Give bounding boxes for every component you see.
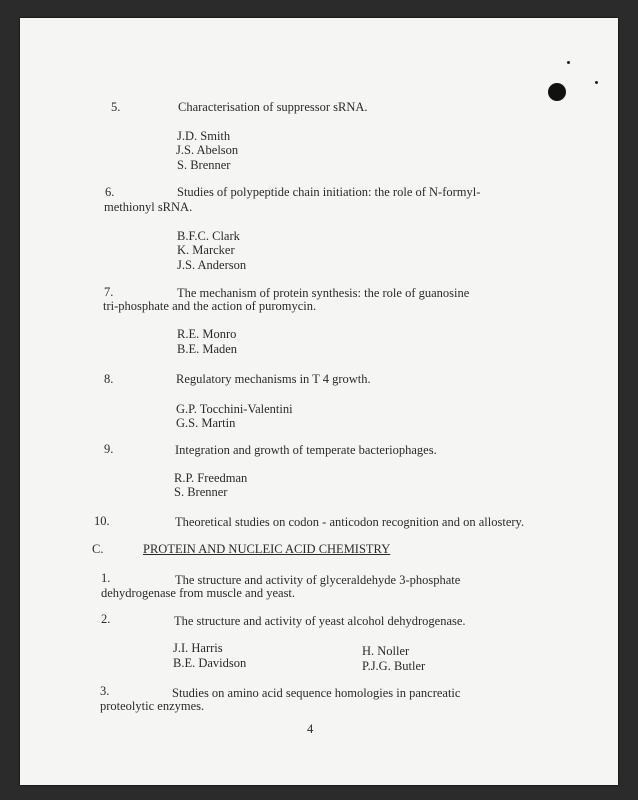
author: J.I. Harris xyxy=(173,641,223,655)
item-title: The mechanism of protein synthesis: the role of guanosine xyxy=(177,286,470,300)
item-title-cont: methionyl sRNA. xyxy=(104,200,193,214)
author: B.E. Davidson xyxy=(173,656,247,670)
item-number: 10. xyxy=(94,514,110,528)
item-title: The structure and activity of glyceraldehyde 3-phosphate xyxy=(175,573,461,587)
document-page xyxy=(20,18,618,785)
item-number: 8. xyxy=(104,372,114,386)
author: H. Noller xyxy=(362,644,410,658)
item-number: 1. xyxy=(101,571,111,585)
section-heading: PROTEIN AND NUCLEIC ACID CHEMISTRY xyxy=(143,542,391,556)
item-title-cont: proteolytic enzymes. xyxy=(100,699,205,713)
author: K. Marcker xyxy=(177,243,235,257)
author: G.P. Tocchini-Valentini xyxy=(176,402,293,416)
author: J.D. Smith xyxy=(177,129,231,143)
speck xyxy=(595,81,598,84)
author: J.S. Anderson xyxy=(177,258,247,272)
item-title: Characterisation of suppressor sRNA. xyxy=(178,100,368,114)
item-title: Theoretical studies on codon - anticodon recognition and on allostery. xyxy=(175,515,525,529)
author: R.E. Monro xyxy=(177,327,237,341)
item-title: Integration and growth of temperate bacteriophages. xyxy=(175,443,437,457)
author: B.E. Maden xyxy=(177,342,238,356)
punch-hole xyxy=(548,83,566,101)
author: S. Brenner xyxy=(177,158,231,172)
item-number: 3. xyxy=(100,684,110,698)
item-title: Studies on amino acid sequence homologies in pancreatic xyxy=(172,686,461,700)
speck xyxy=(567,61,570,64)
item-number: 2. xyxy=(101,612,111,626)
item-title: The structure and activity of yeast alcohol dehydrogenase. xyxy=(174,614,466,628)
author: R.P. Freedman xyxy=(174,471,248,485)
item-title: Studies of polypeptide chain initiation: the role of N-formyl- xyxy=(177,185,481,199)
item-number: 5. xyxy=(111,100,121,114)
author: S. Brenner xyxy=(174,485,228,499)
page-number: 4 xyxy=(307,722,314,736)
item-number: 6. xyxy=(105,185,115,199)
author: G.S. Martin xyxy=(176,416,236,430)
section-letter: C. xyxy=(92,542,104,556)
author: P.J.G. Butler xyxy=(362,659,426,673)
item-number: 9. xyxy=(104,442,114,456)
item-title-cont: dehydrogenase from muscle and yeast. xyxy=(101,586,296,600)
author: B.F.C. Clark xyxy=(177,229,240,243)
item-title-cont: tri-phosphate and the action of puromycin. xyxy=(103,299,317,313)
item-title: Regulatory mechanisms in T 4 growth. xyxy=(176,372,371,386)
item-number: 7. xyxy=(104,285,114,299)
author: J.S. Abelson xyxy=(176,143,239,157)
